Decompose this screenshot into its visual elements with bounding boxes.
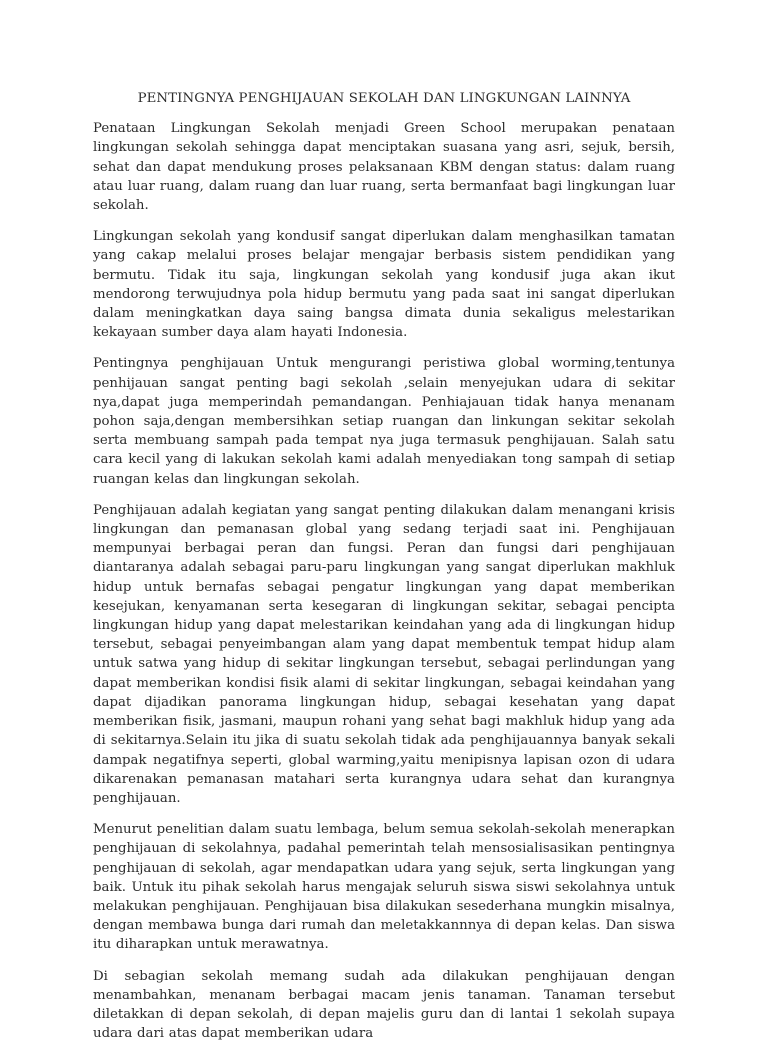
paragraph-4: Penghijauan adalah kegiatan yang sangat penting dilakukan dalam menangani krisis lingkungan dan pemanasan global yang sedang terjadi saat ini. Penghijauan mempunyai berbagai peran dan fungsi. Peran dan fungsi dari penghijauan diantaranya adalah sebagai paru-paru lingkungan yang sangat diperlukan makhluk hidup untuk bernafas sebagai pengatur lingkungan yang dapat memberikan kesejukan, kenyamanan serta kesegaran di lingkungan sekitar, sebagai pencipta lingkungan hidup yang dapat melestarikan keindahan yang ada di lingkungan hidup tersebut, sebagai penyeimbangan alam yang dapat membentuk tempat hidup alam untuk satwa yang hidup di sekitar lingkungan tersebut, sebagai perlindungan yang dapat memberikan kondisi fisik alami di sekitar lingkungan, sebagai keindahan yang dapat dijadikan panorama lingkungan hidup, sebagai kesehatan yang dapat memberikan fisik, jasmani, maupun rohani yang sehat bagi makhluk hidup yang ada di sekitarnya.Selain itu jika di suatu sekolah tidak ada penghijauannya banyak sekali dampak negatifnya seperti, global warming,yaitu menipisnya lapisan ozon di udara dikarenakan pemanasan matahari serta kurangnya udara sehat dan kurangnya penghijauan. <box>93 502 675 806</box>
paragraph-2: Lingkungan sekolah yang kondusif sangat diperlukan dalam menghasilkan tamatan yang cakap melalui proses belajar mengajar berbasis sistem pendidikan yang bermutu. Tidak itu saja, lingkungan sekolah yang kondusif juga akan ikut mendorong terwujudnya pola hidup bermutu yang pada saat ini sangat diperlukan dalam meningkatkan daya saing bangsa dimata dunia sekaligus melestarikan kekayaan sumber daya alam hayati Indonesia. <box>93 229 675 341</box>
document-title: PENTINGNYA PENGHIJAUAN SEKOLAH DAN LINGKUNGAN LAINNYA <box>137 91 631 106</box>
paragraph-6: Di sebagian sekolah memang sudah ada dilakukan penghijauan dengan menambahkan, menanam berbagai macam jenis tanaman. Tanaman tersebut diletakkan di depan sekolah, di depan majelis guru dan di lantai 1 sekolah supaya udara dari atas dapat memberikan udara <box>93 968 675 1042</box>
paragraph-3: Pentingnya penghijauan Untuk mengurangi peristiwa global worming,tentunya penhijauan sangat penting bagi sekolah ,selain menyejukan udara di sekitar nya,dapat juga memperindah pemandangan. Penhiajauan tidak hanya menanam pohon saja,dengan membersihkan setiap ruangan dan linkungan sekitar sekolah serta membuang sampah pada tempat nya juga termasuk penghijauan. Salah satu cara kecil yang di lakukan sekolah kami adalah menyediakan tong sampah di setiap ruangan kelas dan lingkungan sekolah. <box>93 356 675 487</box>
paragraph-1: Penataan Lingkungan Sekolah menjadi Green School merupakan penataan lingkungan sekolah sehingga dapat menciptakan suasana yang asri, sejuk, bersih, sehat dan dapat mendukung proses pelaksanaan KBM dengan status: dalam ruang atau luar ruang, dalam ruang dan luar ruang, serta bermanfaat bagi lingkungan luar sekolah. <box>93 121 675 214</box>
document-body <box>93 89 675 1055</box>
paragraph-5: Menurut penelitian dalam suatu lembaga, belum semua sekolah-sekolah menerapkan penghijauan di sekolahnya, padahal pemerintah telah mensosialisasikan pentingnya penghijauan di sekolah, agar mendapatkan udara yang sejuk, serta lingkungan yang baik. Untuk itu pihak sekolah harus mengajak seluruh siswa siswi sekolahnya untuk melakukan penghijauan. Penghijauan bisa dilakukan sesederhana mungkin misalnya, dengan membawa bunga dari rumah dan meletakkannnya di depan kelas. Dan siswa itu diharapkan untuk merawatnya. <box>93 822 675 953</box>
